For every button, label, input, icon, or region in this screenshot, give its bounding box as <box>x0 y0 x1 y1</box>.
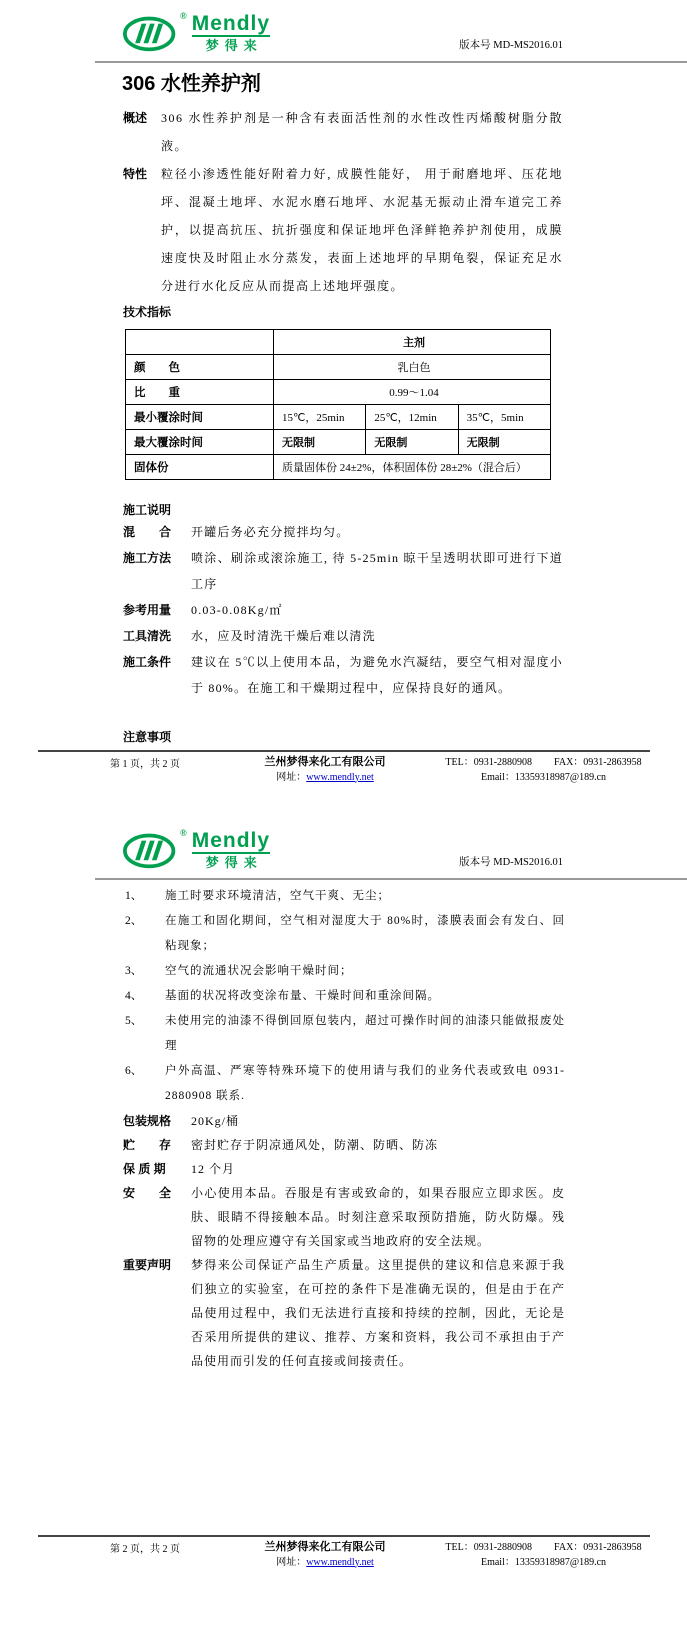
safety-row <box>123 1181 565 1253</box>
website-label: 网址： <box>276 771 307 783</box>
brand-text <box>192 830 270 870</box>
storage-row <box>123 1133 565 1157</box>
list-item <box>125 1059 565 1109</box>
page2-header <box>0 830 687 870</box>
footer-contact-block <box>400 755 687 785</box>
conditions-label: 施工条件 <box>123 655 172 669</box>
list-item-number: 4、 <box>125 990 143 1002</box>
list-item <box>125 984 565 1009</box>
max-recoat-label-cell: 最大覆涂时间 <box>126 430 274 455</box>
table-row <box>126 455 551 480</box>
registered-trademark-icon: ® <box>180 11 187 21</box>
list-item-text: 未使用完的油漆不得倒回原包装内，超过可操作时间的油漆只能做报废处理 <box>165 1015 565 1052</box>
dosage-label: 参考用量 <box>123 603 172 617</box>
brand-name-en: Mendly <box>191 12 271 35</box>
min-recoat-15c-cell: 15℃，25min <box>274 405 366 430</box>
shelf-life-text: 12 个月 <box>191 1162 236 1176</box>
company-name: 兰州梦得来化工有限公司 <box>264 1540 386 1553</box>
website-label: 网址： <box>276 1556 307 1568</box>
brand-name-cn: 梦得来 <box>205 38 263 53</box>
empty-cell <box>126 330 274 355</box>
shelf-life-label: 保 质 期 <box>123 1162 166 1176</box>
mixing-row <box>123 519 563 545</box>
brand-logo <box>123 13 270 53</box>
features-row <box>123 160 563 300</box>
version-label: 版本号 MD-MS2016.01 <box>459 857 563 868</box>
list-item-number: 6、 <box>125 1065 143 1077</box>
list-item-text: 在施工和固化期间，空气相对湿度大于 80%时，漆膜表面会有发白、回粘现象； <box>165 915 565 952</box>
page-number: 第 1 页，共 2 页 <box>110 758 180 770</box>
fax-label: FAX：0931-2863958 <box>554 756 642 768</box>
page1-header <box>0 0 687 53</box>
color-value-cell: 乳白色 <box>274 355 551 380</box>
table-row <box>126 355 551 380</box>
overview-label: 概述 <box>123 111 148 125</box>
method-label: 施工方法 <box>123 551 172 565</box>
footer-contact-block <box>400 1540 687 1570</box>
overview-text: 306 水性养护剂是一种含有表面活性剂的水性改性丙烯酸树脂分散液。 <box>161 111 563 153</box>
list-item <box>125 884 565 909</box>
company-name: 兰州梦得来化工有限公司 <box>264 755 386 768</box>
gravity-value-cell: 0.99～1.04 <box>274 380 551 405</box>
list-item <box>125 959 565 984</box>
max-recoat-cell-3: 无限制 <box>458 430 550 455</box>
list-item-number: 3、 <box>125 965 143 977</box>
min-recoat-35c-cell: 35℃，5min <box>458 405 550 430</box>
fax-label: FAX：0931-2863958 <box>554 1541 642 1553</box>
version-label: 版本号 MD-MS2016.01 <box>459 40 563 51</box>
overview-row <box>123 104 563 160</box>
list-item-number: 2、 <box>125 915 143 927</box>
tel-label: TEL：0931-2880908 <box>445 756 533 768</box>
disclaimer-label: 重要声明 <box>123 1258 172 1272</box>
footer-company-block <box>250 1540 400 1570</box>
min-recoat-25c-cell: 25℃，12min <box>366 405 458 430</box>
list-item-text: 施工时要求环境清洁，空气干爽、无尘； <box>165 890 390 902</box>
list-item-text: 空气的流通状况会影响干燥时间； <box>165 965 353 977</box>
brand-logo <box>123 830 270 870</box>
mixing-text: 开罐后务必充分搅拌均匀。 <box>191 525 350 539</box>
main-agent-header-cell: 主剂 <box>274 330 551 355</box>
email-label: Email：13359318987@189.cn <box>480 771 607 783</box>
cleaning-text: 水，应及时清洗干燥后难以清洗 <box>191 629 376 643</box>
storage-label: 贮 存 <box>123 1138 172 1152</box>
list-item-text: 户外高温、严寒等特殊环境下的使用请与我们的业务代表或致电 0931-2880908 联系. <box>165 1065 565 1102</box>
registered-trademark-icon: ® <box>180 828 187 838</box>
brand-text <box>192 13 270 53</box>
page-number: 第 2 页，共 2 页 <box>110 1543 180 1555</box>
brand-name-en: Mendly <box>191 829 271 852</box>
tech-specs-heading: 技术指标 <box>123 305 172 319</box>
notes-list <box>0 884 687 1109</box>
cleaning-label: 工具清洗 <box>123 629 172 643</box>
solids-value-cell: 质量固体份 24±2%，体积固体份 28±2%（混合后） <box>274 455 551 480</box>
method-text: 喷涂、刷涂或滚涂施工, 待 5-25min 晾干呈透明状即可进行下道工序 <box>191 551 563 591</box>
header-divider <box>95 878 687 880</box>
disclaimer-row <box>123 1253 565 1373</box>
construction-heading: 施工说明 <box>123 503 172 517</box>
conditions-text: 建议在 5℃以上使用本品，为避免水汽凝结，要空气相对湿度小于 80%。在施工和干燥期过程中，应保持良好的通风。 <box>191 655 563 695</box>
mixing-label: 混 合 <box>123 525 172 539</box>
table-row <box>126 380 551 405</box>
cleaning-row <box>123 623 563 649</box>
max-recoat-cell-2: 无限制 <box>366 430 458 455</box>
max-recoat-cell-1: 无限制 <box>274 430 366 455</box>
footer-divider <box>38 1535 650 1537</box>
solids-label-cell: 固体份 <box>126 455 274 480</box>
packaging-text: 20Kg/桶 <box>191 1114 240 1128</box>
safety-label: 安 全 <box>123 1186 172 1200</box>
table-row <box>126 430 551 455</box>
website-link[interactable]: www.mendly.net <box>306 771 374 783</box>
gravity-label-cell: 比 重 <box>126 380 274 405</box>
tech-specs-table <box>125 329 551 480</box>
method-row <box>123 545 563 597</box>
disclaimer-text: 梦得来公司保证产品生产质量。这里提供的建议和信息来源于我们独立的实验室，在可控的条件下是准确无误的，但是由于在产品使用过程中，我们无法进行直接和持续的控制，因此，无论是否采用所提供的建议、推荐、方案和资料，我公司不承担由于产品使用而引发的任何直接或间接责任。 <box>191 1258 565 1368</box>
footer-divider <box>38 750 650 752</box>
tel-label: TEL：0931-2880908 <box>445 1541 533 1553</box>
dosage-row <box>123 597 563 623</box>
safety-text: 小心使用本品。吞服是有害或致命的，如果吞服应立即求医。皮肤、眼睛不得接触本品。时刻注意采取预防措施，防火防爆。残留物的处理应遵守有关国家或当地政府的安全法规。 <box>191 1186 565 1248</box>
brand-name-cn: 梦得来 <box>205 855 263 870</box>
header-divider <box>95 61 687 63</box>
email-label: Email：13359318987@189.cn <box>480 1556 607 1568</box>
list-item-number: 5、 <box>125 1015 143 1027</box>
table-row <box>126 405 551 430</box>
table-row <box>126 330 551 355</box>
footer-company-block <box>250 755 400 785</box>
page1-footer <box>0 750 687 785</box>
min-recoat-label-cell: 最小覆涂时间 <box>126 405 274 430</box>
mendly-emblem-icon <box>123 13 179 53</box>
color-label-cell: 颜 色 <box>126 355 274 380</box>
list-item-number: 1、 <box>125 890 143 902</box>
dosage-text: 0.03-0.08Kg/㎡ <box>191 603 283 617</box>
features-label: 特性 <box>123 167 148 181</box>
packaging-row <box>123 1109 565 1133</box>
storage-text: 密封贮存于阴凉通风处，防潮、防晒、防冻 <box>191 1138 439 1152</box>
page2-footer <box>0 1535 687 1570</box>
website-link[interactable]: www.mendly.net <box>306 1556 374 1568</box>
list-item-text: 基面的状况将改变涂布量、干燥时间和重涂间隔。 <box>165 990 440 1002</box>
notes-heading: 注意事项 <box>123 730 172 744</box>
list-item <box>125 909 565 959</box>
page-title: 306 水性养护剂 <box>122 73 261 95</box>
features-text: 粒径小渗透性能好附着力好, 成膜性能好， 用于耐磨地坪、压花地坪、混凝土地坪、水泥水磨石地坪、水泥基无振动止滑车道完工养护，以提高抗压、抗折强度和保证地坪色泽鲜艳养护剂使用，成膜速度快及时阻止水分蒸发，表面上述地坪的早期龟裂，保证充足水分进行水化反应从而提高上述地坪强度。 <box>161 167 563 293</box>
conditions-row <box>123 649 563 701</box>
mendly-emblem-icon <box>123 830 179 870</box>
list-item <box>125 1009 565 1059</box>
shelf-life-row <box>123 1157 565 1181</box>
packaging-label: 包装规格 <box>123 1114 172 1128</box>
